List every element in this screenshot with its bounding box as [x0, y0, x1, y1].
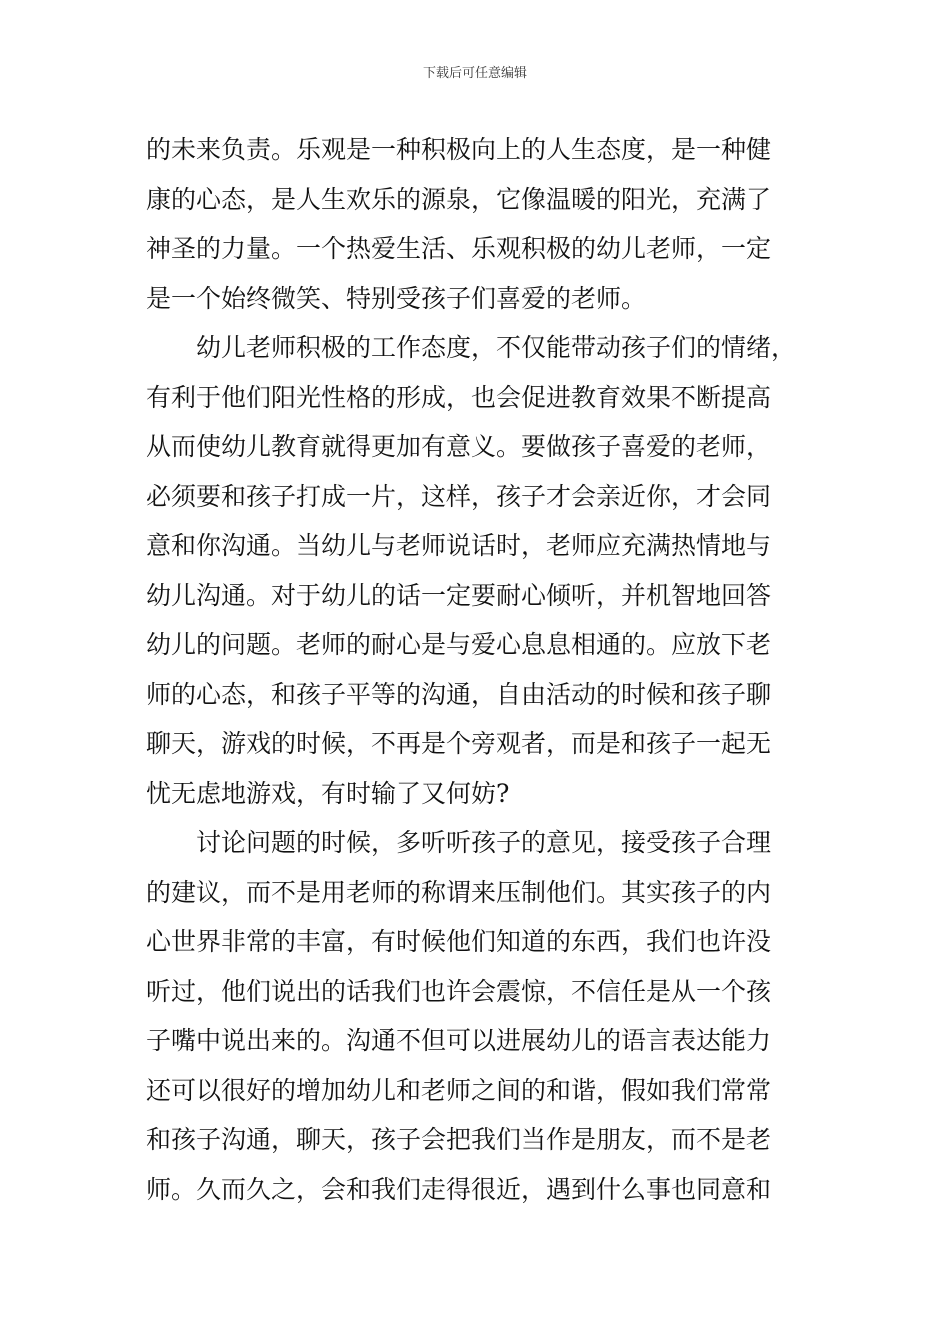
text-line: 有利于他们阳光性格的形成，也会促进教育效果不断提高	[146, 382, 772, 412]
text-line: 和孩子沟通，聊天，孩子会把我们当作是朋友，而不是老	[146, 1125, 772, 1154]
text-line: 意和你沟通。当幼儿与老师说话时，老师应充满热情地与	[146, 531, 772, 560]
text-line: 康的心态，是人生欢乐的源泉，它像温暖的阳光，充满了	[146, 184, 772, 214]
text-line: 忧无虑地游戏，有时输了又何妨?	[146, 778, 510, 808]
text-line: 必须要和孩子打成一片，这样，孩子才会亲近你，才会同	[146, 481, 772, 511]
document-body	[146, 125, 816, 1214]
text-line: 的未来负责。乐观是一种积极向上的人生态度，是一种健	[146, 135, 772, 164]
page-header: 下载后可任意编辑	[422, 66, 527, 81]
paragraph-first-line: 幼儿老师积极的工作态度，不仅能带动孩子们的情绪，	[196, 333, 797, 362]
paragraph-first-line: 讨论问题的时候，多听听孩子的意见，接受孩子合理	[196, 828, 772, 857]
text-line: 聊天，游戏的时候，不再是个旁观者，而是和孩子一起无	[146, 729, 772, 758]
text-line: 还可以很好的增加幼儿和老师之间的和谐，假如我们常常	[146, 1075, 772, 1105]
text-line: 子嘴中说出来的。沟通不但可以进展幼儿的语言表达能力	[146, 1026, 772, 1055]
text-line: 幼儿沟通。对于幼儿的话一定要耐心倾听，并机智地回答	[146, 580, 772, 610]
text-line: 是一个始终微笑、特别受孩子们喜爱的老师。	[146, 283, 647, 313]
text-line: 神圣的力量。一个热爱生活、乐观积极的幼儿老师，一定	[146, 234, 772, 263]
text-line: 的建议，而不是用老师的称谓来压制他们。其实孩子的内	[146, 877, 772, 907]
text-line: 师。久而久之，会和我们走得很近，遇到什么事也同意和	[146, 1174, 772, 1204]
text-line: 幼儿的问题。老师的耐心是与爱心息息相通的。应放下老	[146, 630, 772, 659]
text-line: 心世界非常的丰富，有时候他们知道的东西，我们也许没	[146, 927, 772, 956]
text-line: 听过，他们说出的话我们也许会震惊，不信任是从一个孩	[146, 976, 772, 1006]
text-line: 师的心态，和孩子平等的沟通，自由活动的时候和孩子聊	[146, 679, 772, 709]
text-line: 从而使幼儿教育就得更加有意义。要做孩子喜爱的老师，	[146, 432, 772, 461]
